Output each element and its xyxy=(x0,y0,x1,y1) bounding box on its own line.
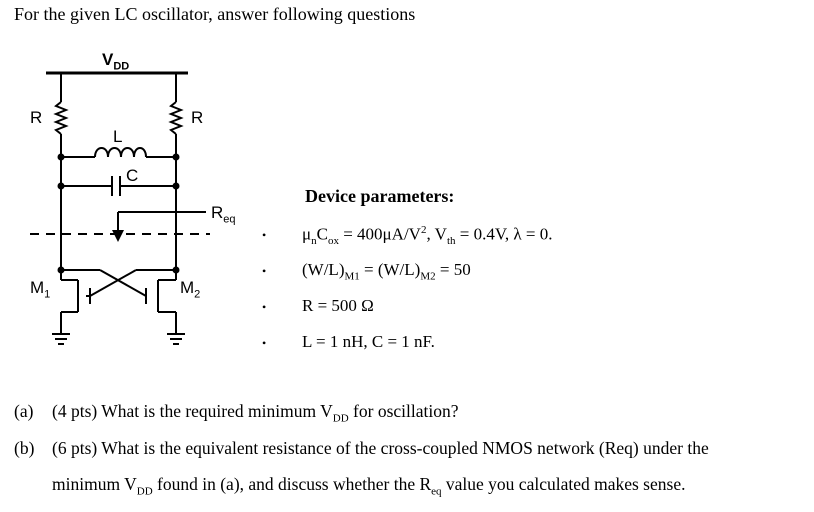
problem-intro: For the given LC oscillator, answer following questions xyxy=(14,4,416,24)
question-a-label: (a) xyxy=(14,401,34,421)
param-r: R = 500 Ω xyxy=(302,296,374,315)
r-left-label: R xyxy=(30,108,43,127)
capacitor-label: C xyxy=(126,166,139,185)
req-label: $R_{eq}$ xyxy=(211,203,236,226)
question-a-text: (4 pts) What is the required minimum $V_{DD}$ for oscillation? xyxy=(52,401,459,425)
req-arrow-head xyxy=(112,230,124,242)
param-mobility-vth: $\mu_nC_{ox} = 400\mu A/V^2$, $V_{th} = 0.4V$, λ = 0. xyxy=(302,224,553,248)
inductor-label: L xyxy=(113,127,123,146)
question-b-text-line1: (6 pts) What is the equivalent resistance of the cross-coupled NMOS network (Req) under the xyxy=(52,438,709,458)
vdd-label: $V_{DD}$ xyxy=(102,50,130,73)
resistor-left xyxy=(56,102,66,134)
bullet-4: • xyxy=(262,336,267,350)
question-b-text-line2: minimum $V_{DD}$ found in (a), and discuss whether the $R_{eq}$ value you calculated makes sense. xyxy=(52,474,686,498)
device-parameters-title: Device parameters: xyxy=(305,186,455,206)
inductor-coil xyxy=(95,148,146,157)
bullet-3: • xyxy=(262,300,267,314)
r-right-label: R xyxy=(191,108,204,127)
bullet-1: • xyxy=(262,228,267,242)
question-b-label: (b) xyxy=(14,438,35,458)
param-wl: $(W/L)_{M1} = (W/L)_{M2} = 50$ xyxy=(302,260,471,283)
cross-wire-1 xyxy=(100,270,146,296)
resistor-right xyxy=(171,102,181,134)
cross-wire-2 xyxy=(90,270,136,296)
m1-label: $M_1$ xyxy=(30,278,51,301)
bullet-2: • xyxy=(262,264,267,278)
param-lc: L = 1 nH, C = 1 nF. xyxy=(302,332,435,351)
m2-label: $M_2$ xyxy=(180,278,201,301)
